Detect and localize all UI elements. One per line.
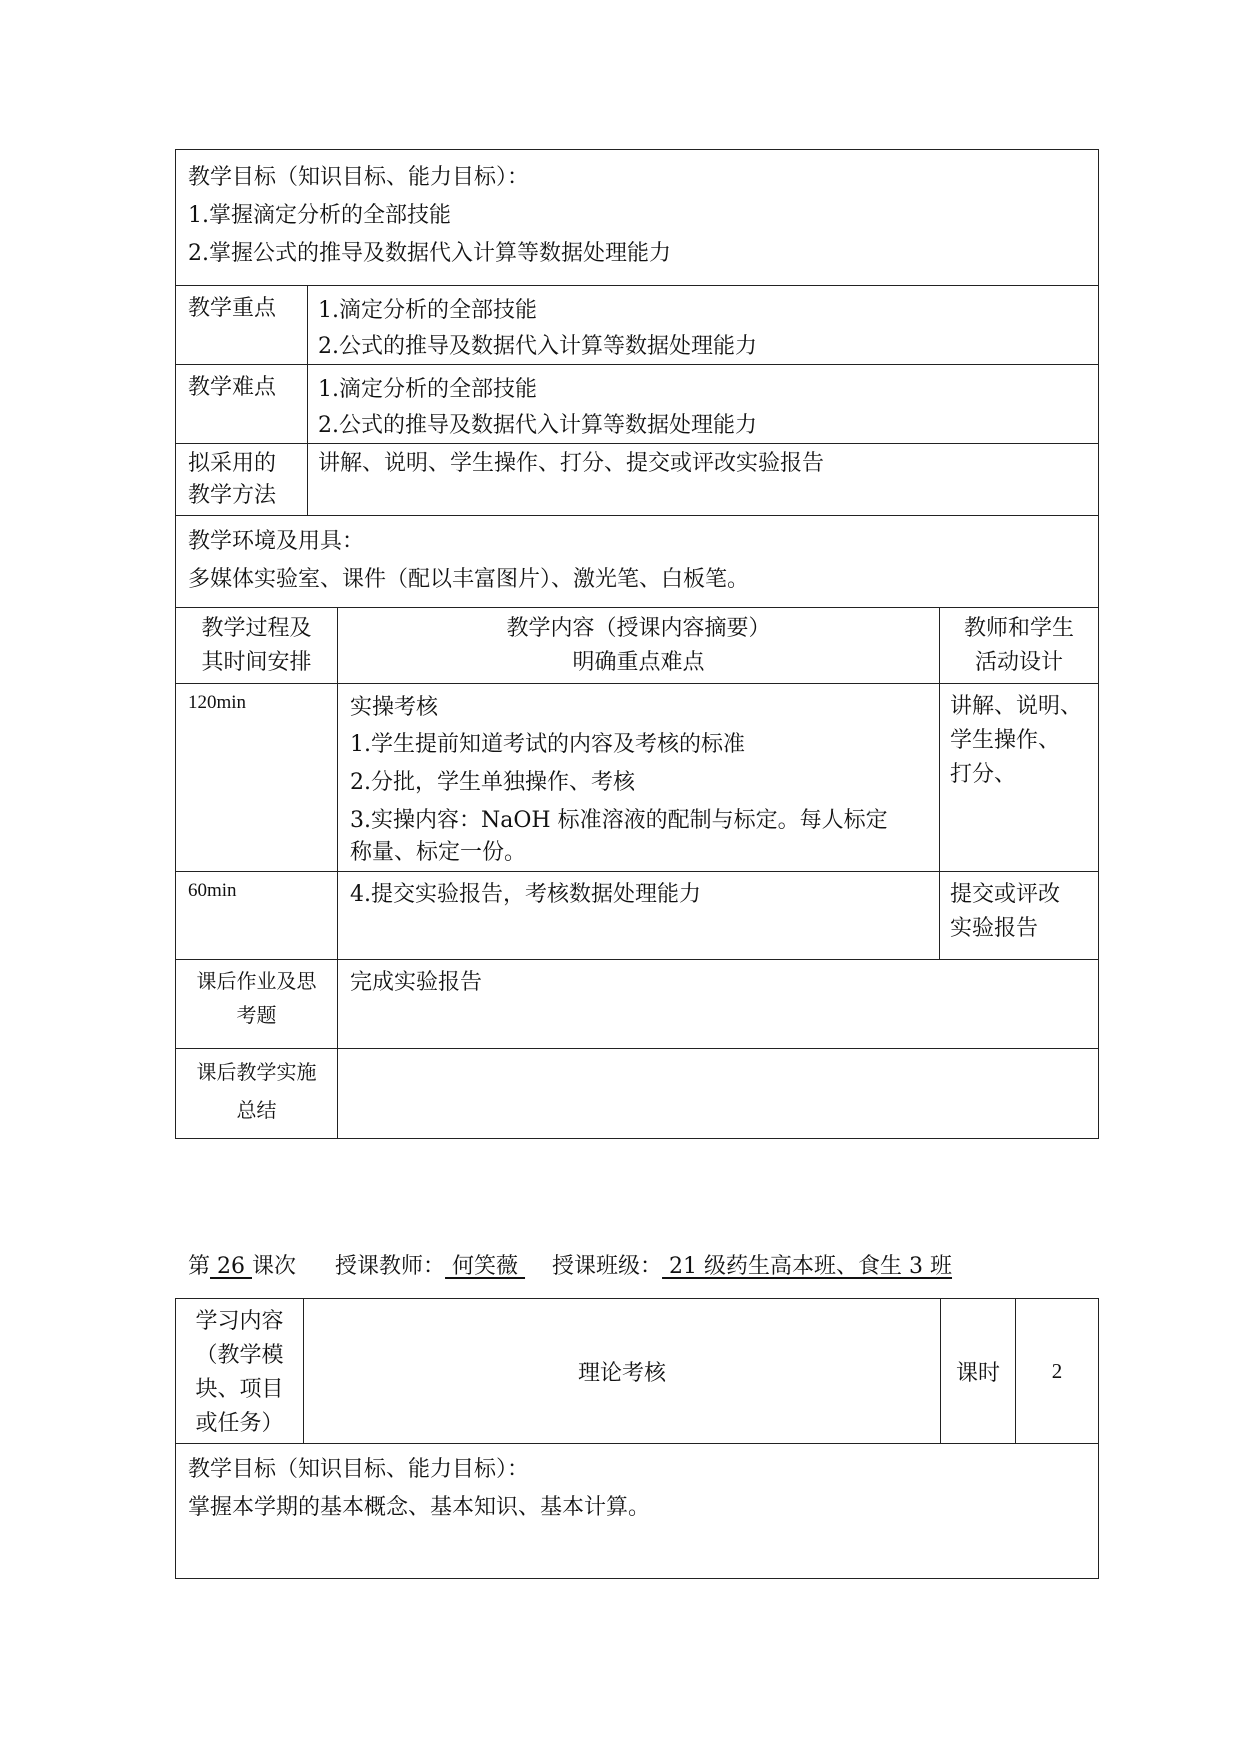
objective-item: 1.掌握滴定分析的全部技能	[188, 203, 451, 228]
difficulties-label: 教学难点	[176, 365, 308, 444]
environment-value: 多媒体实验室、课件（配以丰富图片）、激光笔、白板笔。	[188, 567, 750, 592]
homework-row	[176, 960, 1099, 1049]
difficulty-item: 2.公式的推导及数据代入计算等数据处理能力	[318, 413, 757, 438]
process-header-row	[176, 608, 1099, 684]
objectives-value: 掌握本学期的基本概念、基本知识、基本计算。	[188, 1495, 651, 1520]
homework-label: 课后作业及思 考题	[176, 960, 338, 1049]
environment-row	[176, 516, 1099, 608]
process-time: 60min	[176, 872, 338, 960]
process-activity: 讲解、说明、 学生操作、 打分、	[940, 684, 1099, 872]
key-points-content	[308, 286, 1099, 365]
objectives-title: 教学目标（知识目标、能力目标）：	[188, 165, 530, 190]
lesson26-table	[175, 1298, 1099, 1579]
summary-row	[176, 1049, 1099, 1139]
objective-item: 2.掌握公式的推导及数据代入计算等数据处理能力	[188, 241, 671, 266]
content-value: 理论考核	[304, 1299, 941, 1444]
methods-content: 讲解、说明、学生操作、打分、提交或评改实验报告	[308, 444, 1099, 516]
lesson26-header	[188, 1250, 952, 1284]
hours-value: 2	[1016, 1299, 1099, 1444]
process-time: 120min	[176, 684, 338, 872]
content-label: 学习内容 （教学模 块、项目 或任务）	[176, 1299, 304, 1444]
process-content: 4.提交实验报告，考核数据处理能力	[338, 872, 940, 960]
key-point-item: 2.公式的推导及数据代入计算等数据处理能力	[318, 334, 757, 359]
process-content-header: 教学内容（授课内容摘要） 明确重点难点	[338, 608, 940, 684]
objectives-row	[176, 150, 1099, 286]
process-row	[176, 872, 1099, 960]
environment-title: 教学环境及用具：	[188, 529, 365, 554]
difficulty-item: 1.滴定分析的全部技能	[318, 377, 537, 402]
process-content: 实操考核 1.学生提前知道考试的内容及考核的标准 2.分批，学生单独操作、考核 3.实操内容：NaOH 标准溶液的配制与标定。每人标定 称量、标定一份。	[338, 684, 940, 872]
content-row	[176, 1299, 1099, 1444]
process-time-header: 教学过程及 其时间安排	[176, 608, 338, 684]
lesson-prefix: 第	[188, 1254, 211, 1279]
process-activity: 提交或评改 实验报告	[940, 872, 1099, 960]
lesson25-table	[175, 149, 1099, 1139]
objectives-title: 教学目标（知识目标、能力目标）：	[188, 1457, 530, 1482]
objectives-row	[176, 1444, 1099, 1579]
class-value: 21 级药生高本班、食生 3 班	[662, 1254, 953, 1279]
teacher-label: 授课教师：	[335, 1254, 446, 1279]
hours-label: 课时	[941, 1299, 1016, 1444]
methods-row	[176, 444, 1099, 516]
difficulties-row	[176, 365, 1099, 444]
key-point-item: 1.滴定分析的全部技能	[318, 298, 537, 323]
teacher-name: 何笑薇	[445, 1254, 526, 1279]
lesson-number: 26	[210, 1254, 252, 1279]
lesson-suffix: 课次	[252, 1254, 297, 1279]
key-points-row	[176, 286, 1099, 365]
summary-content	[338, 1049, 1099, 1139]
summary-label: 课后教学实施 总结	[176, 1049, 338, 1139]
key-points-label: 教学重点	[176, 286, 308, 365]
difficulties-content	[308, 365, 1099, 444]
homework-content: 完成实验报告	[338, 960, 1099, 1049]
process-activity-header: 教师和学生 活动设计	[940, 608, 1099, 684]
methods-label: 拟采用的 教学方法	[176, 444, 308, 516]
class-label: 授课班级：	[552, 1254, 663, 1279]
process-row	[176, 684, 1099, 872]
